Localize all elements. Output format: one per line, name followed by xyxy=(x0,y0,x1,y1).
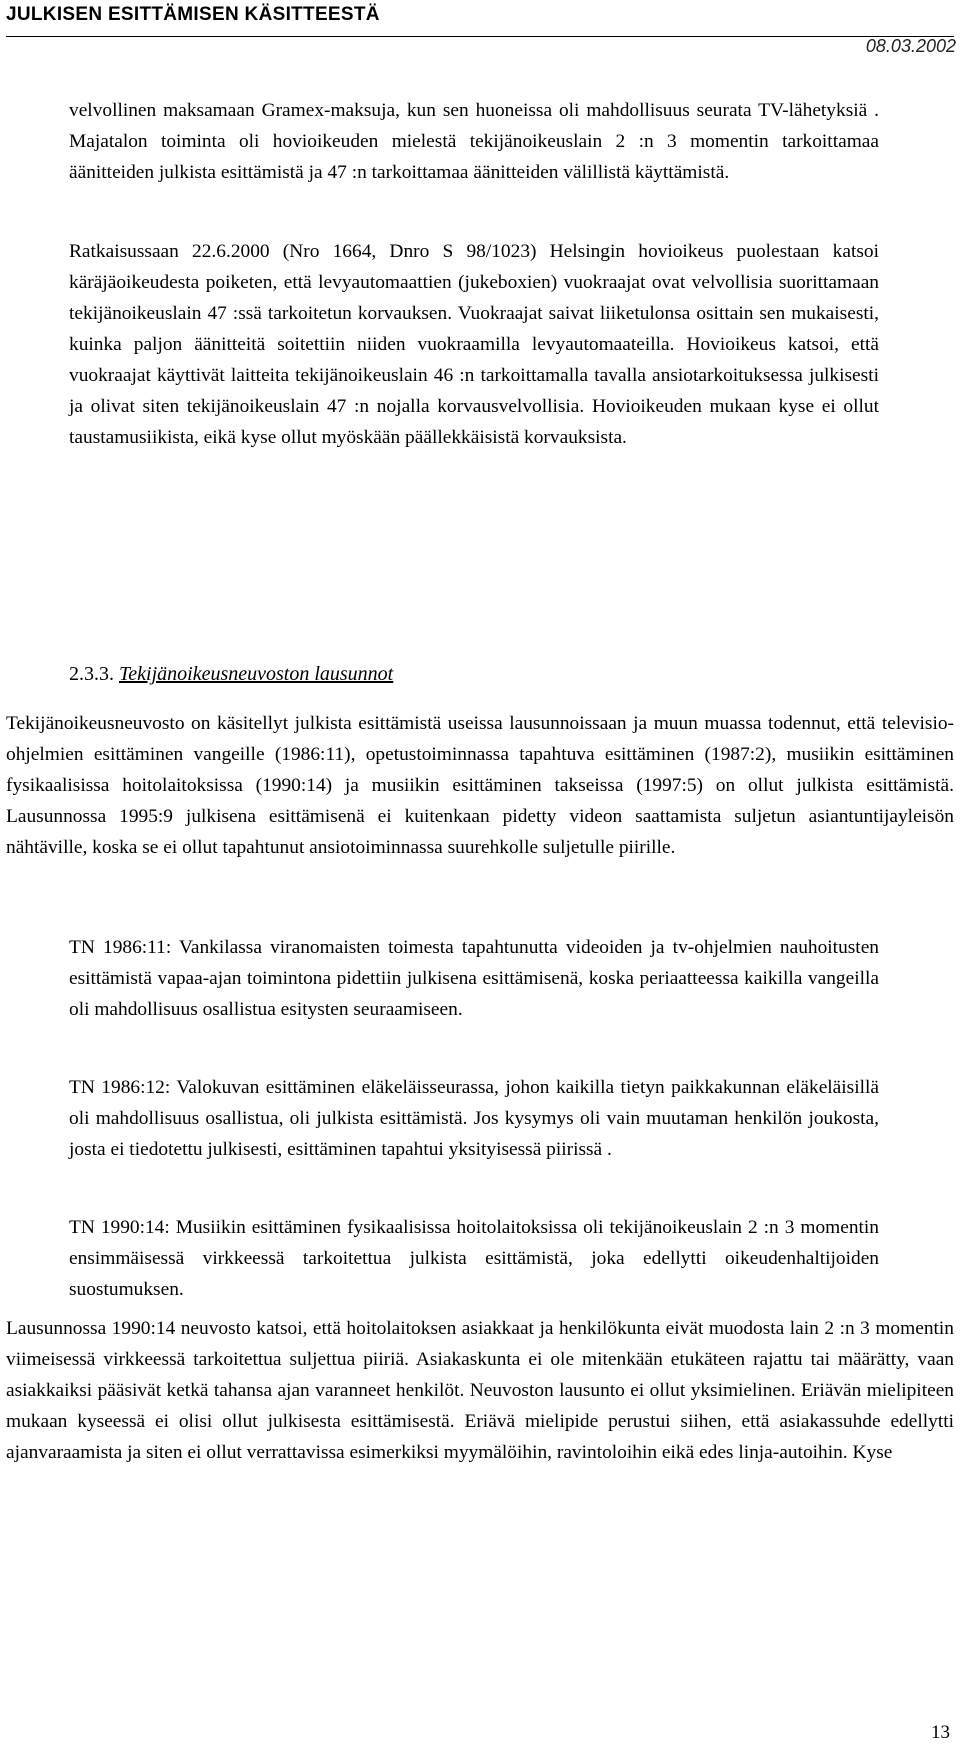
paragraph-statement-1990-14: Lausunnossa 1990:14 neuvosto katsoi, että hoitolaitoksen asiakkaat ja henkilökunta eivät muodosta lain 2 :n 3 momentin viimeisessä virkkeessä tarkoitettua suljettua piiriä. Asiakaskunta ei ole mitenkään etukäteen rajattu tai määrätty, vaan asiakkaiksi pääsivät ketkä tahansa ajan varanneet henkilöt. Neuvoston lausunto ei ollut yksimielinen. Eriävän mielipiteen mukaan kyseessä ei olisi ollut julkisesta esittämisestä. Eriävä mielipide perustui siihen, että asiakassuhde edellytti ajanvaraamista ja siten ei ollut verrattavissa esimerkiksi myymälöihin, ravintoloihin eikä edes linja-autoihin. Kyse xyxy=(6,1318,954,1463)
page-number: 13 xyxy=(931,1722,950,1743)
paragraph-tn-1990-14: TN 1990:14: Musiikin esittäminen fysikaalisissa hoitolaitoksissa oli tekijänoikeuslain 2 :n 3 momentin ensimmäisessä virkkeessä tarkoitettua julkista esittämistä, joka edellytti oikeudenhaltijoiden suostumuksen. xyxy=(69,1217,879,1300)
paragraph-gramex: velvollinen maksamaan Gramex-maksuja, kun sen huoneissa oli mahdollisuus seurata TV-lähetyksiä . Majatalon toiminta oli hovioikeuden mielestä tekijänoikeuslain 2 :n 3 momentin tarkoittamaa äänitteiden julkista esittämistä ja 47 :n tarkoittamaa äänitteiden välillistä käyttämistä. xyxy=(69,100,879,183)
header-title: JULKISEN ESITTÄMISEN KÄSITTEESTÄ xyxy=(6,4,380,25)
paragraph-tn-1986-11: TN 1986:11: Vankilassa viranomaisten toimesta tapahtunutta videoiden ja tv-ohjelmien nauhoitusten esittämistä vapaa-ajan toimintona pidettiin julkisena esittämisenä, koska periaatteessa kaikilla vangeilla oli mahdollisuus osallistua esitysten seuraamiseen. xyxy=(69,937,879,1020)
section-number: 2.3.3. xyxy=(69,663,114,685)
section-heading xyxy=(69,663,393,686)
section-title: Tekijänoikeusneuvoston lausunnot xyxy=(119,663,394,685)
paragraph-jukebox-ruling: Ratkaisussaan 22.6.2000 (Nro 1664, Dnro S 98/1023) Helsingin hovioikeus puolestaan katsoi käräjäoikeudesta poiketen, että levyautomaattien (jukeboxien) vuokraajat ovat velvollisia suorittamaan tekijänoikeuslain 47 :ssä tarkoitetun korvauksen. Vuokraajat saivat liiketulonsa osittain sen mukaisesti, kuinka paljon äänitteitä soitettiin niiden vuokraamilla levyautomaateilla. Hovioikeus katsoi, että vuokraajat käyttivät laitteita tekijänoikeuslain 46 :n tarkoittamalla tavalla ansiotarkoituksessa julkisesti ja olivat siten tekijänoikeuslain 47 :n nojalla korvausvelvollisia. Hovioikeuden mukaan kyse ei ollut taustamusiikista, eikä kyse ollut myöskään päällekkäisistä korvauksista. xyxy=(69,241,879,448)
page-header xyxy=(6,2,954,37)
paragraph-tn-1986-12: TN 1986:12: Valokuvan esittäminen eläkeläisseurassa, johon kaikilla tietyn paikkakunnan eläkeläisillä oli mahdollisuus osallistua, oli julkista esittämistä. Jos kysymys oli vain muutaman henkilön joukosta, josta ei tiedotettu julkisesti, esittäminen tapahtui yksityisessä piirissä . xyxy=(69,1077,879,1160)
header-date: 08.03.2002 xyxy=(865,36,956,56)
paragraph-council-statements: Tekijänoikeusneuvosto on käsitellyt julkista esittämistä useissa lausunnoissaan ja muun muassa todennut, että televisio-ohjelmien esittäminen vangeille (1986:11), opetustoiminnassa tapahtuva esittäminen (1987:2), musiikin esittäminen fysikaalisissa hoitolaitoksissa (1990:14) ja musiikin esittäminen takseissa (1997:5) on ollut julkista esittämistä. Lausunnossa 1995:9 julkisena esittämisenä ei kuitenkaan pidetty videon saattamista suljetun asiantuntijayleisön nähtäville, koska se ei ollut tapahtunut ansiotoiminnassa suurehkolle suljetulle piirille. xyxy=(6,713,954,858)
